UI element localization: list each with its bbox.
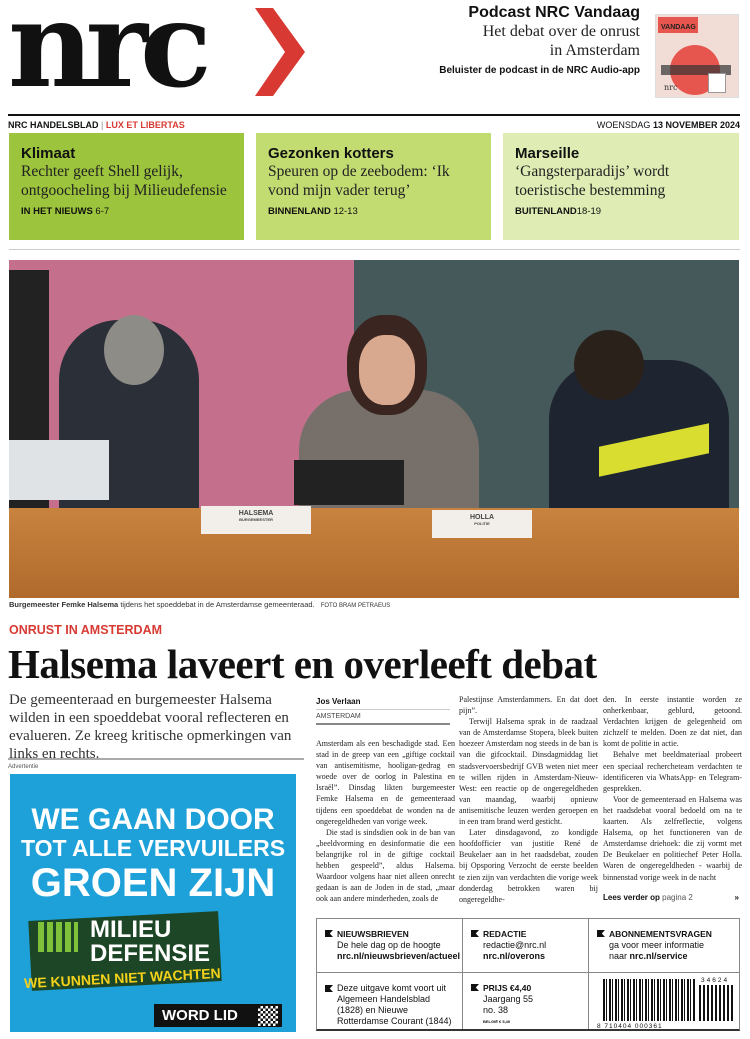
teaser-topic: Klimaat xyxy=(21,145,76,162)
podcast-promo[interactable] xyxy=(340,4,640,76)
photo-caption xyxy=(9,600,390,609)
teaser-text: Rechter geeft Shell gelijk, ontgoocheling bij Milieudefensie xyxy=(21,163,227,199)
podcast-title: Podcast NRC Vandaag xyxy=(468,4,640,21)
logo-chevron-icon xyxy=(255,8,305,96)
barcode-addon: 34624 xyxy=(701,977,730,984)
teaser-gezonken-kotters[interactable] xyxy=(256,133,491,240)
paper-name: NRC HANDELSBLAD xyxy=(8,120,99,130)
article-column-3 xyxy=(603,694,742,883)
milieudefensie-logo-icon xyxy=(38,922,78,952)
ad-brand xyxy=(90,918,210,966)
nameplate-holla-title: POLITIE xyxy=(474,521,490,526)
bullet-icon xyxy=(471,930,479,937)
separator: | xyxy=(101,120,104,130)
article-column-1 xyxy=(316,738,455,904)
bullet-icon xyxy=(325,985,333,992)
dateline: AMSTERDAM xyxy=(316,710,450,725)
continue-label: Lees verder op xyxy=(603,893,660,902)
barcode xyxy=(589,973,739,1029)
lead-photo xyxy=(9,260,739,598)
price: PRIJS €4,40 xyxy=(483,983,532,993)
podcast-badge-logo: nrc xyxy=(664,83,678,92)
nameplate-halsema-title: BURGEMEESTER xyxy=(239,517,273,522)
ad-brand-1: MILIEU xyxy=(90,916,172,943)
ad-brand-2: DEFENSIE xyxy=(90,940,211,967)
caption-text: tijdens het spoeddebat in de Amsterdamse gemeenteraad. xyxy=(120,600,315,609)
subscriptions-prefix: naar xyxy=(609,951,628,961)
article-headline[interactable]: Halsema laveert en overleeft debat xyxy=(8,641,597,687)
paragraph: Voor de gemeenteraad en Halsema was het raadsdebat vooral bedoeld om na te kaarten. Als zelfreflectie, volgens Halsema, op het functioneren van de Amsterdamse driehoek: die zij vormt met De Beukelaer en politiechef Peter Holla. Waren de ongeregeldheden - waarbij de binnenstad vorige week in de nacht xyxy=(603,794,742,882)
paragraph: Die stad is sindsdien ook in de ban van „beeldvorming en desinformatie die een belangrijke rol in de giftige cocktail hebben gespeeld”, aldus Halsema. Waardoor volgens haar niet alleen onrecht gedaan is aan de Joden in de stad, „maar ook aan andere minderheden, zoals de xyxy=(316,827,455,904)
teaser-marseille[interactable] xyxy=(503,133,739,240)
nrc-logo: nrc xyxy=(8,0,204,114)
advertisement[interactable] xyxy=(8,758,304,1032)
ad-cta-label: WORD LID xyxy=(162,1007,238,1024)
subscriptions-link[interactable]: nrc.nl/service xyxy=(629,951,688,961)
volume: Jaargang 55 xyxy=(483,994,534,1004)
bullet-icon xyxy=(597,930,605,937)
divider xyxy=(8,114,740,116)
teaser-pages: 6-7 xyxy=(95,206,110,217)
teaser-text: Speuren op de zeebodem: ‘Ik vond mijn vader terug’ xyxy=(268,163,450,199)
article-kicker: ONRUST IN AMSTERDAM xyxy=(9,623,163,637)
paragraph: den. In eerste instantie worden ze onherkenbaar, geblurd, getoond. Verdachten krijgen de gelegenheid om zichzelf te melden. Doen ze dat niet, dan komt de politie in actie. xyxy=(603,695,742,749)
caption-bold: Burgemeester Femke Halsema xyxy=(9,600,119,609)
editorial-link[interactable]: nrc.nl/overons xyxy=(483,951,546,961)
info-origin xyxy=(317,973,463,1029)
weekday: WOENSDAG xyxy=(596,120,651,130)
continue-page: pagina 2 xyxy=(662,893,693,902)
newsletters-line: De hele dag op de hoogte xyxy=(337,940,441,950)
info-price xyxy=(463,973,589,1029)
nameplate-halsema: HALSEMA xyxy=(238,510,274,517)
paragraph: Palestijnse Amsterdammers. En dat doet pijn”. xyxy=(459,695,598,716)
podcast-subtitle: Het debat over de onrust xyxy=(482,23,640,40)
teaser-pages: 12-13 xyxy=(333,206,358,217)
teaser-section: IN HET NIEUWS xyxy=(21,206,93,217)
date: 13 NOVEMBER 2024 xyxy=(652,120,740,130)
ad-line-3: GROEN ZIJN xyxy=(30,861,276,905)
barcode-icon xyxy=(603,979,695,1021)
masthead-strip xyxy=(8,120,740,130)
ad-label: Advertentie xyxy=(8,764,39,770)
info-editorial[interactable] xyxy=(463,919,589,973)
nameplate-holla: HOLLA xyxy=(469,514,495,521)
info-newsletters[interactable] xyxy=(317,919,463,973)
teaser-text: ‘Gangsterparadijs’ wordt toeristische bestemming xyxy=(515,163,670,199)
barcode-addon-icon xyxy=(699,985,733,1021)
editorial-email[interactable]: redactie@nrc.nl xyxy=(483,940,547,950)
bullet-icon xyxy=(325,930,333,937)
bullet-icon xyxy=(471,984,479,991)
editorial-title: REDACTIE xyxy=(483,929,527,939)
teaser-section: BUITENLAND xyxy=(515,206,577,217)
paragraph: Amsterdam als een beschadigde stad. Een stad in de greep van een „giftige cocktail van antisemitisme, hooligan-gedrag en woede over de oorlog in Palestina en Israël”. Dinsdag likten burgemeester Femke Halsema en de gemeenteraad tijdens een spoeddebat de wonden na de ongeregeldheden van vorige week. xyxy=(316,739,455,826)
qr-code-icon xyxy=(258,1006,278,1026)
belgium-price: BELGIË € 5,40 xyxy=(483,1019,511,1024)
ad-line-2: TOT ALLE VERVUILERS xyxy=(20,835,286,861)
info-box xyxy=(316,918,740,1031)
podcast-artwork xyxy=(655,14,739,98)
subscriptions-title: ABONNEMENTSVRAGEN xyxy=(609,929,712,939)
podcast-subtitle-2: in Amsterdam xyxy=(549,42,640,59)
ad-line-1: WE GAAN DOOR xyxy=(31,803,275,836)
article-dek: De gemeenteraad en burgemeester Halsema wilden in een spoeddebat vooral reflecteren en evalueren. Ze kreeg kritische opmerkingen van links en rechts. xyxy=(9,692,292,762)
podcast-badge: VANDAAG xyxy=(658,17,698,33)
teaser-section: BINNENLAND xyxy=(268,206,331,217)
continue-link[interactable] xyxy=(603,893,739,902)
origin-text: Deze uitgave komt voort uit Algemeen Handelsblad (1828) en Nieuwe Rotterdamse Courant (1844) xyxy=(337,983,452,1026)
paragraph: Terwijl Halsema sprak in de raadzaal van de Amsterdamse Stopera, bleek buiten hoezeer Amsterdam nog steeds in de ban is van die gifcocktail. Dinsdagmiddag liet stadsvervoersbedrijf GVB weten niet meer te willen rijden in Amsterdam-Nieuw-West: een reactie op de ongeregeldheden van maandag, waarbij opnieuw antisemitische leuzen werden geroepen en in een tram brand werd gesticht. xyxy=(459,717,598,827)
divider xyxy=(9,249,740,250)
article-column-2 xyxy=(459,694,598,905)
teaser-pages: 18-19 xyxy=(576,206,602,217)
paragraph: Behalve met beeldmateriaal probeert een speciaal rechercheteam verdachten te identificeren via WhatsApp- en Telegram-gesprekken. xyxy=(603,750,742,793)
ad-slogan: WE KUNNEN NIET WACHTEN xyxy=(23,964,222,992)
podcast-cta: Beluister de podcast in de NRC Audio-app xyxy=(439,65,640,76)
author: Jos Verlaan xyxy=(316,697,450,710)
issue: no. 38 xyxy=(483,1005,509,1015)
newsletters-title: NIEUWSBRIEVEN xyxy=(337,929,409,939)
paragraph: Later dinsdagavond, zo kondigde hoofdofficier van justitie René de Beukelaer aan in het raadsdebat, zouden bij Opsporing Verzocht de eerste beelden te zien zijn van verdachten die vorige week donderdag betrokken waren bij ongeregeldhe- xyxy=(459,828,598,904)
barcode-number: 8 710404 000361 xyxy=(597,1023,663,1030)
continue-arrow-icon: » xyxy=(734,893,739,902)
teaser-topic: Marseille xyxy=(515,145,580,162)
mug-icon xyxy=(708,73,726,93)
photo-credit: FOTO BRAM PETRAEUS xyxy=(320,603,391,609)
subscriptions-line: ga voor meer informatie xyxy=(609,940,705,950)
teaser-topic: Gezonken kotters xyxy=(268,145,394,162)
teaser-klimaat[interactable] xyxy=(9,133,244,240)
info-subscriptions[interactable] xyxy=(589,919,739,973)
newsletters-link[interactable]: nrc.nl/nieuwsbrieven/actueel xyxy=(337,951,461,961)
motto: LUX ET LIBERTAS xyxy=(105,120,185,130)
byline xyxy=(316,697,450,725)
